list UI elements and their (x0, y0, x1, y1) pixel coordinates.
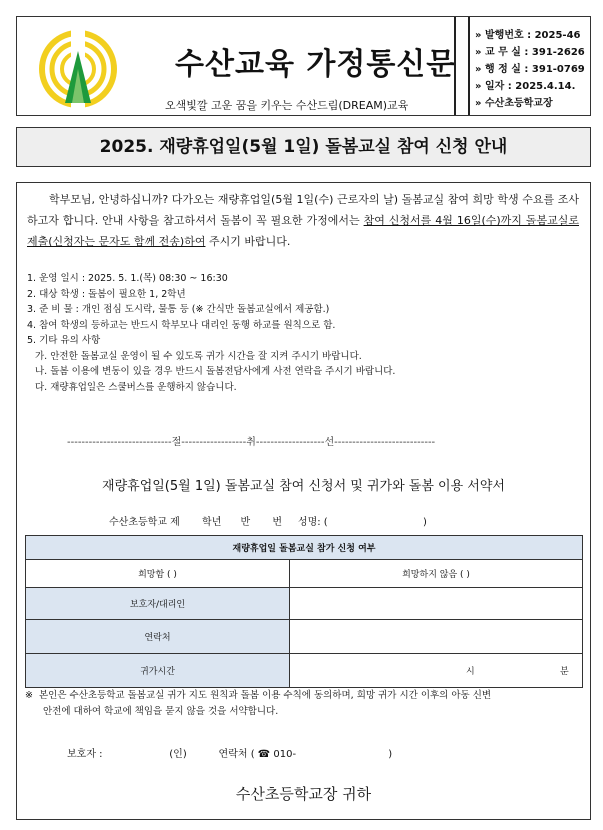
issue-info-line: » 수산초등학교장 (475, 95, 585, 112)
list-item: 5. 기타 유의 사항 (27, 335, 101, 346)
note-line: 본인은 수산초등학교 돌봄교실 귀가 지도 원칙과 돌봄 이용 수칙에 동의하며, 희망 귀가 시간 이후의 아동 신변 (39, 690, 492, 701)
list-subitem: 가. 안전한 돌봄교실 운영이 될 수 있도록 귀가 시간을 잘 지켜 주시기 바랍니다. (35, 350, 362, 362)
table-header: 재량휴업일 돌봄교실 참가 신청 여부 (26, 536, 583, 560)
school-logo-icon (33, 29, 123, 109)
return-time-label: 귀가시간 (26, 654, 290, 688)
hour-unit: 시 (466, 667, 475, 677)
note-line: 안전에 대하여 학교에 책임을 묻지 않을 것을 서약합니다. (43, 706, 279, 717)
deadline-underlined: 참여 신청서를 4월 16일(수)까지 돌봄교실로 제출(신청자는 문자도 함께 전송)하여 (27, 214, 579, 248)
list-subitem: 다. 재량휴업일은 스쿨버스를 운행하지 않습니다. (35, 381, 237, 393)
notice-title: 2025. 재량휴업일(5월 1일) 돌봄교실 참여 신청 안내 (16, 127, 591, 167)
issue-info-line: » 행 정 실 : 391-0769 (475, 61, 585, 78)
pledge-note (25, 688, 585, 720)
header-divider (454, 17, 470, 115)
issue-info-line: » 발행번호 : 2025-46 (475, 27, 585, 44)
minute-unit: 분 (560, 667, 569, 677)
guardian-label: 보호자/대리인 (26, 588, 290, 620)
issue-info (475, 27, 585, 112)
list-item: 1. 운영 일시 : 2025. 5. 1.(목) 08:30 ~ 16:30 (27, 273, 228, 284)
return-time-field[interactable] (290, 654, 583, 688)
intro-paragraph: 학부모님, 안녕하십니까? 다가오는 재량휴업일(5월 1일(수) 근로자의 날) 돌봄교실 참여 희망 학생 수요를 조사하고자 합니다. 안내 사항을 참고하셔서 돌봄이 꼭 필요한 가정에서는 참여 신청서를 4월 16일(수)까지 돌봄교실로 제출(신청자는 문자도 함께 전송)하여 주시기 바랍니다. (27, 193, 579, 248)
list-item: 3. 준 비 물 : 개인 점심 도시락, 물통 등 (※ 간식만 돌봄교실에서 제공함.) (27, 304, 330, 315)
option-no[interactable]: 희망하지 않음 ( ) (290, 560, 583, 588)
notice-body (16, 182, 591, 820)
issue-info-line: » 일자 : 2025.4.14. (475, 78, 585, 95)
list-subitem: 나. 돌봄 이용에 변동이 있을 경우 반드시 돌봄전담사에게 사전 연락을 주시기 바랍니다. (35, 366, 396, 377)
cut-line: -----------------------------절------------------취-------------------선---------------------------- (67, 437, 436, 448)
arrow-icon: » (475, 64, 482, 75)
contact-field[interactable] (290, 620, 583, 654)
letter-header (16, 16, 591, 116)
newsletter-title: 수산교육 가정통신문 (175, 47, 457, 82)
arrow-icon: » (475, 47, 482, 58)
option-yes[interactable]: 희망함 ( ) (26, 560, 290, 588)
arrow-icon: » (475, 81, 482, 92)
newsletter-subtitle: 오색빛깔 고운 꿈을 키우는 수산드림(DREAM)교육 (165, 99, 409, 112)
student-info-line: 수산초등학교 제 학년 반 번 성명: ( ) (109, 517, 427, 528)
application-table (25, 535, 583, 688)
form-title: 재량휴업일(5월 1일) 돌봄교실 참여 신청서 및 귀가와 돌봄 이용 서약서 (102, 479, 505, 494)
note-mark: ※ (25, 690, 33, 701)
list-item: 2. 대상 학생 : 돌봄이 필요한 1, 2학년 (27, 288, 186, 300)
closing-line: 수산초등학교장 귀하 (235, 785, 372, 803)
signature-line: 보호자 : (인) 연락처 ( ☎ 010- ) (67, 749, 393, 760)
contact-label: 연락처 (26, 620, 290, 654)
guardian-field[interactable] (290, 588, 583, 620)
arrow-icon: » (475, 98, 482, 109)
list-item: 4. 참여 학생의 등하교는 반드시 학부모나 대리인 동행 하교를 원칙으로 함. (27, 319, 336, 331)
arrow-icon: » (475, 30, 482, 41)
issue-info-line: » 교 무 실 : 391-2626 (475, 44, 585, 61)
details-list (27, 271, 395, 395)
